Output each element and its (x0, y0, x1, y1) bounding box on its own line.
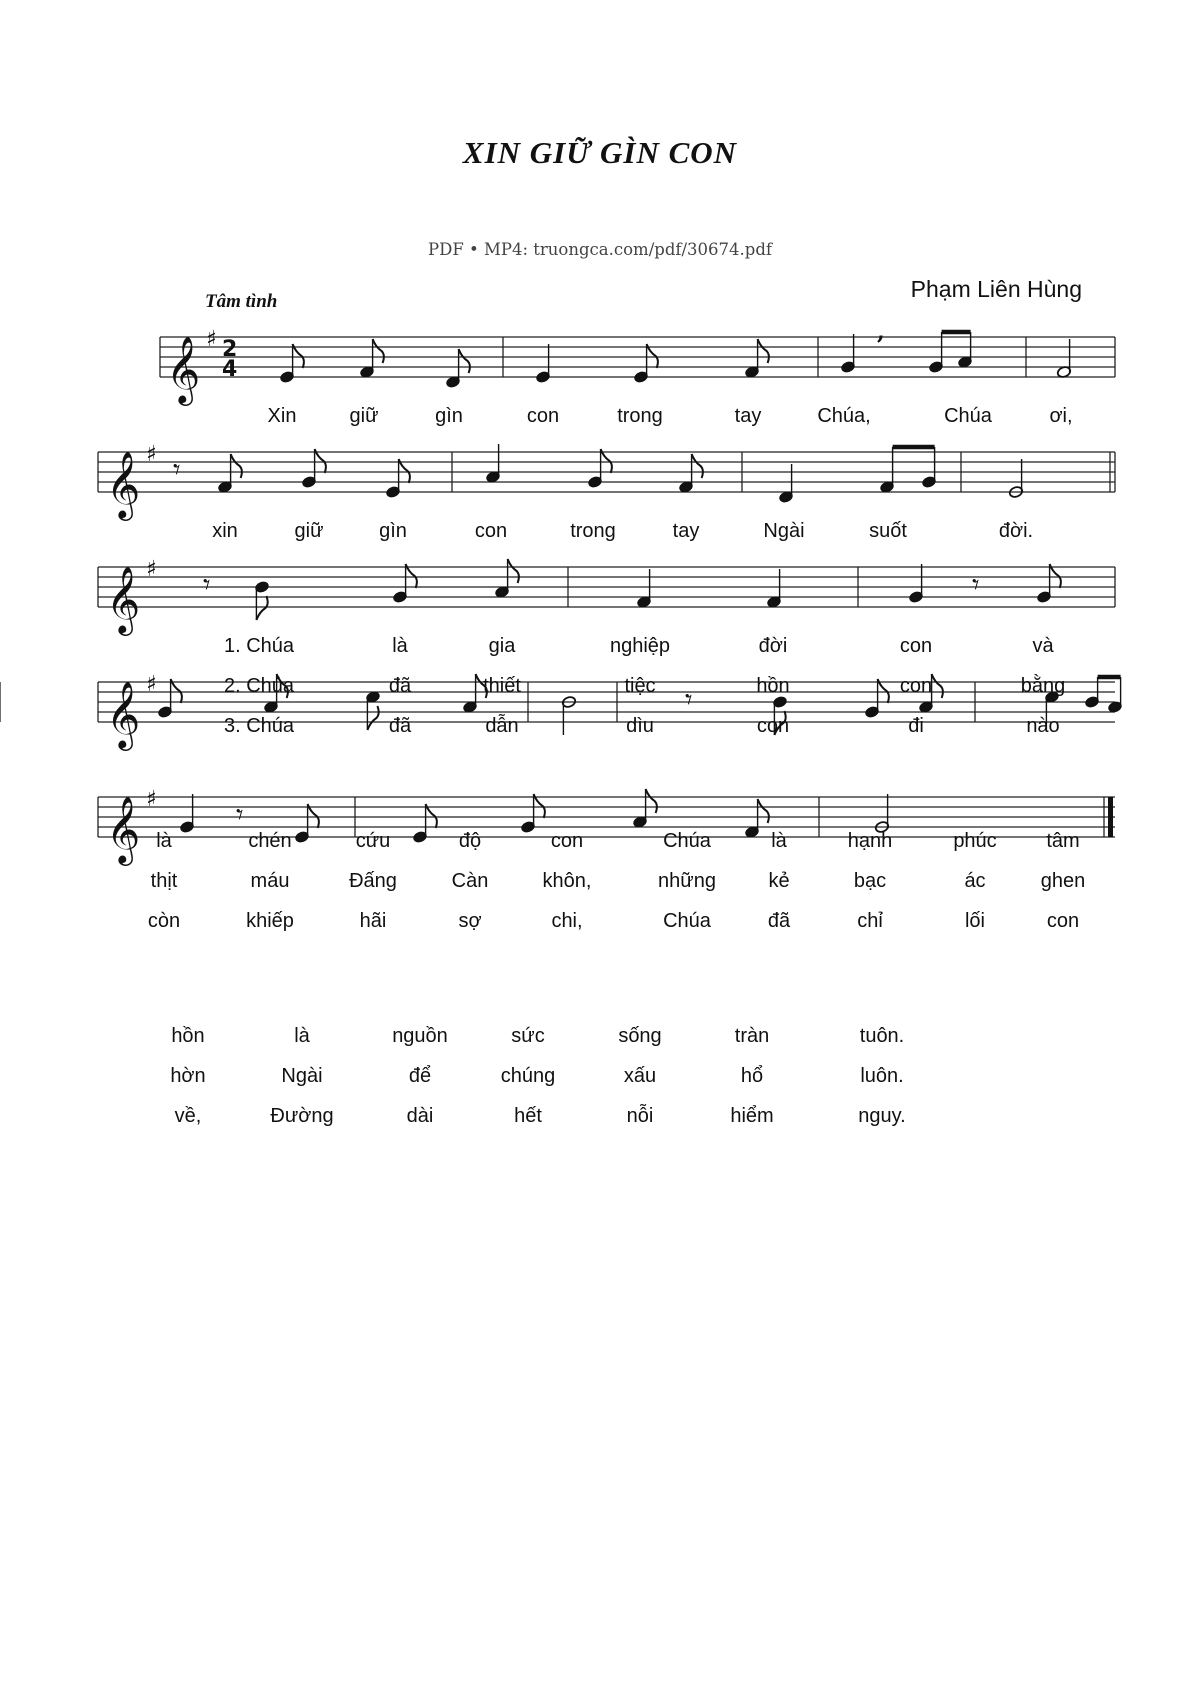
lyric-word: xin (212, 520, 238, 542)
lyrics-verse-2-line-4 (0, 870, 1200, 896)
note-flag (692, 454, 703, 478)
lyric-word: 3. Chúa (223, 715, 295, 737)
sharp-icon: ♯ (146, 442, 157, 467)
lyric-word: chi, (551, 910, 583, 932)
lyric-word: Chúa (944, 405, 992, 427)
lyric-word: chỉ (857, 910, 883, 932)
lyric-word: Đấng (349, 870, 397, 892)
lyric-word: hồn (756, 675, 790, 697)
lyric-word: thiết (483, 675, 521, 697)
lyric-word: trong (570, 520, 616, 542)
lyric-word: tay (672, 520, 700, 542)
lyric-word: con (1046, 910, 1080, 932)
lyric-word: 1. Chúa (223, 635, 295, 657)
sharp-icon: ♯ (146, 672, 157, 697)
lyric-word: ghen (1040, 870, 1086, 892)
lyrics-verse-2-line-5 (0, 1065, 1200, 1091)
lyric-word: con (526, 405, 560, 427)
lyric-word: những (658, 870, 716, 892)
lyric-word: suốt (869, 520, 907, 542)
lyrics-verse-3-line-5 (0, 1105, 1200, 1131)
lyric-word: kẻ (768, 870, 790, 892)
lyric-word: ác (964, 870, 986, 892)
sharp-icon: ♯ (206, 327, 217, 352)
sharp-icon: ♯ (146, 787, 157, 812)
lyric-word: khôn, (542, 870, 592, 892)
source-link[interactable]: PDF • MP4: truongca.com/pdf/30674.pdf (427, 240, 773, 259)
lyric-word: bằng (1020, 675, 1066, 697)
lyric-word: trong (617, 405, 663, 427)
lyric-word: độ (458, 830, 482, 852)
lyric-word: con (550, 830, 584, 852)
lyric-word: sống (618, 1025, 662, 1047)
lyric-word: nào (1026, 715, 1060, 737)
eighth-rest-icon: 𝄾 (685, 683, 693, 716)
lyric-word: về, (174, 1105, 202, 1127)
lyric-word: đã (388, 675, 412, 697)
sharp-icon: ♯ (146, 557, 157, 582)
lyrics-verse-1-line-3 (0, 635, 1200, 661)
composer-name: Phạm Liên Hùng (910, 276, 1082, 302)
lyric-word: nỗi (626, 1105, 654, 1127)
lyric-word: hờn (170, 1065, 206, 1087)
lyric-word: hồn (171, 1025, 205, 1047)
lyric-word: tiệc (624, 675, 656, 697)
note-flag (256, 596, 267, 620)
note-flag (508, 559, 519, 583)
lyric-word: chúng (500, 1065, 556, 1087)
lyric-word: và (1032, 635, 1054, 657)
lyric-word: khiếp (246, 910, 294, 932)
lyric-word: con (756, 715, 790, 737)
lyrics-verse-1-line-4 (0, 830, 1200, 856)
lyric-word: con (474, 520, 508, 542)
lyric-word: thịt (150, 870, 178, 892)
lyric-word: là (294, 1025, 310, 1047)
lyric-word: đời. (998, 520, 1034, 542)
song-title: XIN GIỮ GÌN CON (462, 135, 738, 170)
lyric-word: tràn (734, 1025, 770, 1047)
lyric-word: xấu (623, 1065, 657, 1087)
lyric-word: bạc (853, 870, 887, 892)
lyric-word: nguồn (392, 1025, 448, 1047)
note-flag (758, 799, 769, 823)
lyric-word: hết (514, 1105, 542, 1127)
lyric-word: Đường (270, 1105, 334, 1127)
eighth-rest-icon: 𝄾 (972, 568, 980, 601)
lyric-word: Chúa (663, 910, 711, 932)
lyric-word: hiểm (730, 1105, 774, 1127)
lyric-word: hạnh (847, 830, 893, 852)
lyric-word: dài (406, 1105, 434, 1127)
lyrics-verse-3-line-4 (0, 910, 1200, 936)
eighth-rest-icon: 𝄾 (173, 453, 181, 486)
time-signature-numerator: 2 (222, 337, 238, 362)
lyric-word: phúc (953, 830, 997, 852)
lyric-word: là (392, 635, 408, 657)
lyric-word: luôn. (860, 1065, 904, 1087)
time-signature-denominator: 4 (222, 357, 238, 382)
note-flag (459, 349, 470, 373)
lyric-word: gìn (379, 520, 407, 542)
lyric-word: là (771, 830, 787, 852)
lyric-word: Càn (451, 870, 489, 892)
lyric-word: hãi (359, 910, 387, 932)
lyric-word: tay (734, 405, 762, 427)
lyric-word: nguy. (858, 1105, 906, 1127)
lyric-word: con (899, 635, 933, 657)
lyric-word: Ngài (763, 520, 805, 542)
lyric-word: con (899, 675, 933, 697)
lyrics-verse-3-line-3 (0, 715, 1200, 741)
eighth-rest-icon: 𝄾 (236, 798, 244, 831)
lyric-word: dẫn (485, 715, 519, 737)
treble-clef-icon: 𝄞 (166, 335, 201, 403)
lyric-word: hổ (740, 1065, 764, 1087)
lyric-word: sức (511, 1025, 545, 1047)
lyric-word: nghiệp (609, 635, 671, 657)
treble-clef-icon: 𝄞 (106, 680, 141, 748)
treble-clef-icon: 𝄞 (106, 450, 141, 518)
breath-mark: , (877, 319, 885, 345)
lyric-word: tâm (1046, 830, 1080, 852)
note-flag (646, 789, 657, 813)
tempo-marking: Tâm tình (205, 291, 278, 312)
lyric-word: đi (908, 715, 924, 737)
treble-clef-icon: 𝄞 (106, 565, 141, 633)
lyric-word: đã (767, 910, 791, 932)
lyric-word: lối (964, 910, 986, 932)
lyric-word: Xin (267, 405, 297, 427)
note-flag (373, 339, 384, 363)
lyric-word: giữ (294, 520, 324, 542)
lyric-word: gia (488, 635, 516, 657)
lyric-word: ơi, (1049, 405, 1073, 427)
lyric-word: là (156, 830, 172, 852)
lyric-word: đời (758, 635, 788, 657)
lyric-word: chén (248, 830, 292, 852)
lyric-word: đã (388, 715, 412, 737)
lyric-word: cứu (355, 830, 391, 852)
lyric-word: Chúa (663, 830, 711, 852)
lyric-word: giữ (349, 405, 379, 427)
lyrics-verse-1-line-5 (0, 1025, 1200, 1051)
lyric-word: còn (147, 910, 181, 932)
lyric-word: để (408, 1065, 432, 1087)
lyric-word: tuôn. (859, 1025, 905, 1047)
treble-clef-icon: 𝄞 (106, 795, 141, 863)
lyric-word: máu (250, 870, 290, 892)
lyrics-line-2 (0, 520, 1200, 546)
lyrics-line-1 (0, 405, 1200, 431)
lyric-word: sợ (458, 910, 482, 932)
lyric-word: 2. Chúa (223, 675, 295, 697)
note-flag (231, 454, 242, 478)
lyric-word: gìn (435, 405, 463, 427)
lyric-word: Chúa, (817, 405, 871, 427)
note-flag (758, 339, 769, 363)
lyric-word: dìu (626, 715, 654, 737)
lyric-word: Ngài (281, 1065, 323, 1087)
eighth-rest-icon: 𝄾 (203, 568, 211, 601)
lyrics-verse-2-line-3 (0, 675, 1200, 701)
